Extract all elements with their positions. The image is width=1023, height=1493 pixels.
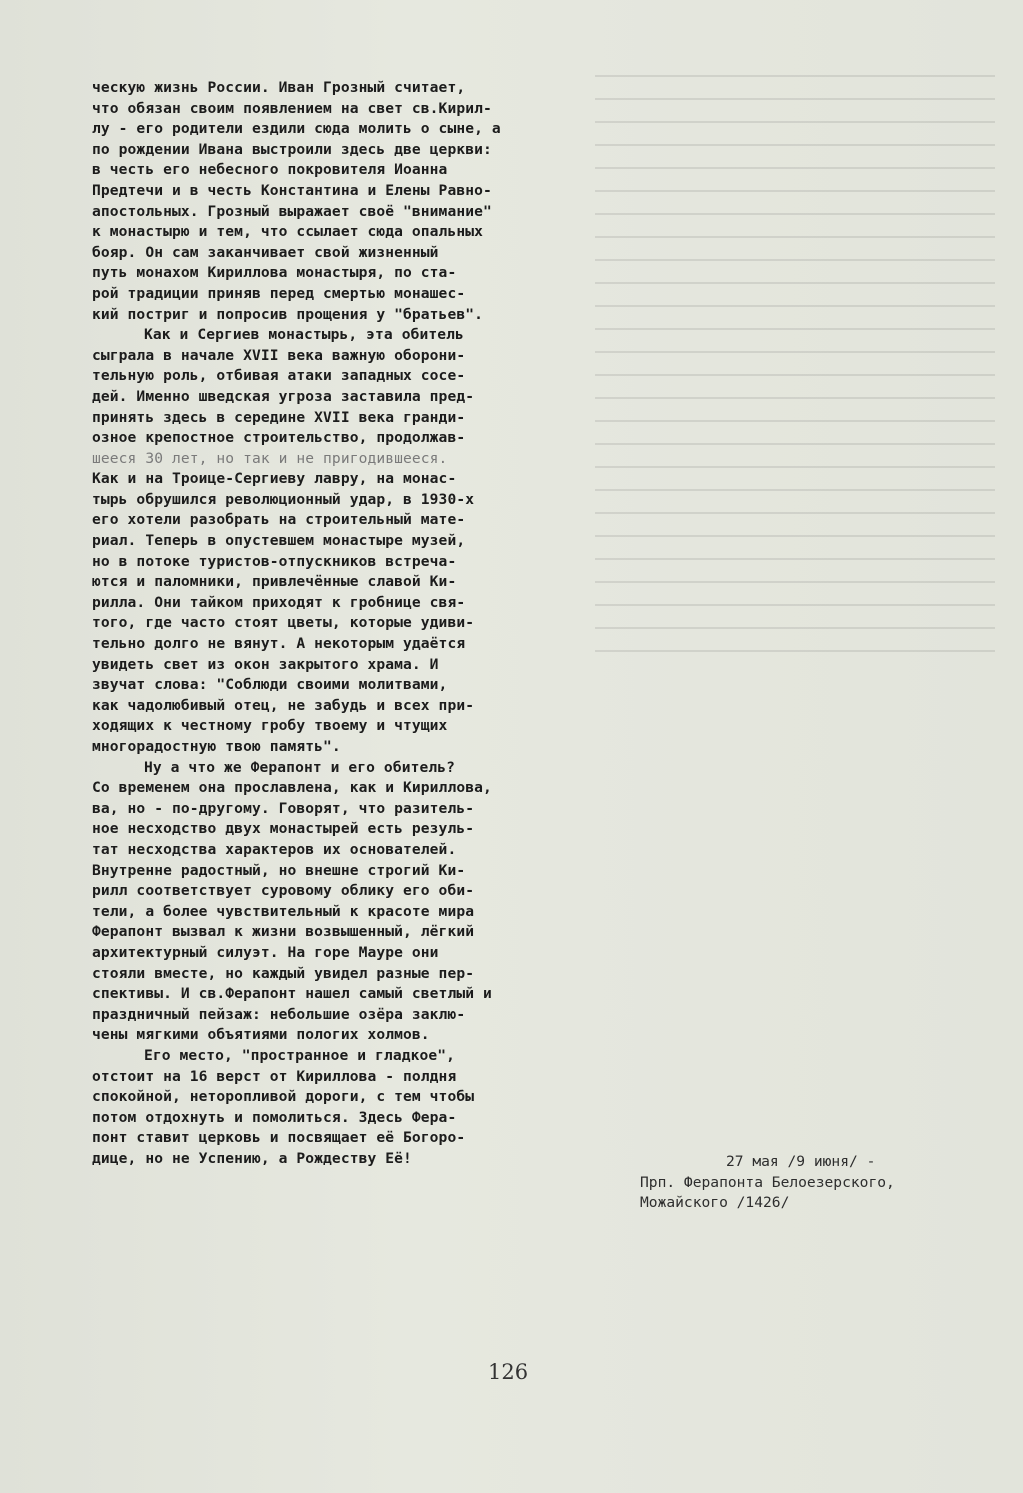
text-line: как чадолюбивый отец, не забудь и всех при- [92, 696, 475, 714]
text-line: тельно долго не вянут. А некоторым удаётся [92, 635, 466, 653]
text-line: кий постриг и попросив прощения у "братьев". [92, 305, 483, 323]
text-line: тели, а более чувствительный к красоте мира [92, 902, 475, 920]
text-line: ное несходство двух монастырей есть резуль- [92, 820, 475, 838]
text-line: ходящих к честному гробу твоему и чтущих [92, 717, 448, 735]
page-number: 126 [488, 1360, 529, 1384]
feast-day-note [640, 1152, 980, 1214]
text-line: спективы. И св.Ферапонт нашел самый светлый и [92, 985, 492, 1003]
text-line: Ну а что же Ферапонт и его обитель? [144, 758, 456, 776]
text-line: отстоит на 16 верст от Кириллова - полдня [92, 1067, 457, 1085]
text-line: рилла. Они тайком приходят к гробнице свя- [92, 593, 466, 611]
text-line: сыграла в начале XVII века важную оборони- [92, 346, 466, 364]
text-line: бояр. Он сам заканчивает свой жизненный [92, 243, 439, 261]
note-saint-line: Прп. Ферапонта Белоезерского, [640, 1173, 895, 1191]
text-line: апостольных. Грозный выражает своё "внимание" [92, 202, 492, 220]
text-line: что обязан своим появлением на свет св.Кирил- [92, 99, 492, 117]
note-date: 27 мая /9 июня/ - [726, 1153, 876, 1170]
text-line: Как и на Троице-Сергиеву лавру, на монас- [92, 470, 457, 488]
text-line: Его место, "пространное и гладкое", [144, 1046, 456, 1064]
text-line: Предтечи и в честь Константина и Елены Равно- [92, 181, 492, 199]
text-line: тельную роль, отбивая атаки западных сосе- [92, 367, 466, 385]
text-line: ются и паломники, привлечённые славой Ки- [92, 573, 457, 591]
text-line: стояли вместе, но каждый увидел разные пер- [92, 964, 475, 982]
text-line: в честь его небесного покровителя Иоанна [92, 161, 448, 179]
text-line: его хотели разобрать на строительный мате- [92, 511, 466, 529]
text-line: Как и Сергиев монастырь, эта обитель [144, 326, 464, 344]
text-line: рилл соответствует суровому облику его оби- [92, 882, 475, 900]
text-line: тат несходства характеров их основателей. [92, 840, 457, 858]
text-line: шееся 30 лет, но так и не пригодившееся. [92, 449, 448, 467]
note-saint-line: Можайского /1426/ [640, 1194, 790, 1212]
text-line: Со временем она прославлена, как и Кириллова, [92, 779, 492, 797]
text-line: тырь обрушился революционный удар, в 1930-х [92, 490, 475, 508]
text-line: рой традиции приняв перед смертью монашес- [92, 284, 466, 302]
text-line: риал. Теперь в опустевшем монастыре музей, [92, 532, 466, 550]
text-line: архитектурный силуэт. На горе Мауре они [92, 943, 439, 961]
text-line: того, где часто стоят цветы, которые удиви- [92, 614, 475, 632]
text-line: Внутренне радостный, но внешне строгий Ки- [92, 861, 466, 879]
text-line: озное крепостное строительство, продолжав- [92, 429, 466, 447]
text-line: по рождении Ивана выстроили здесь две церкви: [92, 140, 492, 158]
text-line: понт ставит церковь и посвящает её Богоро- [92, 1129, 466, 1147]
text-line: звучат слова: "Соблюди своими молитвами, [92, 676, 448, 694]
text-line: многорадостную твою память". [92, 738, 341, 755]
text-line: к монастырю и тем, что ссылает сюда опальных [92, 223, 483, 241]
text-line: увидеть свет из окон закрытого храма. И [92, 655, 439, 673]
text-line: Ферапонт вызвал к жизни возвышенный, лёгкий [92, 923, 475, 941]
text-line: лу - его родители ездили сюда молить о сыне, а [92, 120, 501, 138]
text-line: путь монахом Кириллова монастыря, по ста- [92, 264, 457, 282]
text-line: дице, но не Успению, а Рождеству Её! [92, 1149, 412, 1167]
text-line: дей. Именно шведская угроза заставила пред- [92, 387, 475, 405]
text-line: принять здесь в середине XVII века гранди- [92, 408, 466, 426]
text-line: потом отдохнуть и помолиться. Здесь Фера- [92, 1108, 457, 1126]
text-line: ва, но - по-другому. Говорят, что разитель- [92, 799, 475, 817]
text-line: но в потоке туристов-отпускников встреча- [92, 552, 457, 570]
text-line: спокойной, неторопливой дороги, с тем чтобы [92, 1088, 475, 1106]
bleed-through-text [595, 55, 995, 655]
main-text-column [92, 78, 554, 1169]
text-line: чены мягкими объятиями пологих холмов. [92, 1026, 430, 1044]
text-line: ческую жизнь России. Иван Грозный считает, [92, 79, 466, 96]
text-line: праздничный пейзаж: небольшие озёра заклю- [92, 1005, 466, 1023]
